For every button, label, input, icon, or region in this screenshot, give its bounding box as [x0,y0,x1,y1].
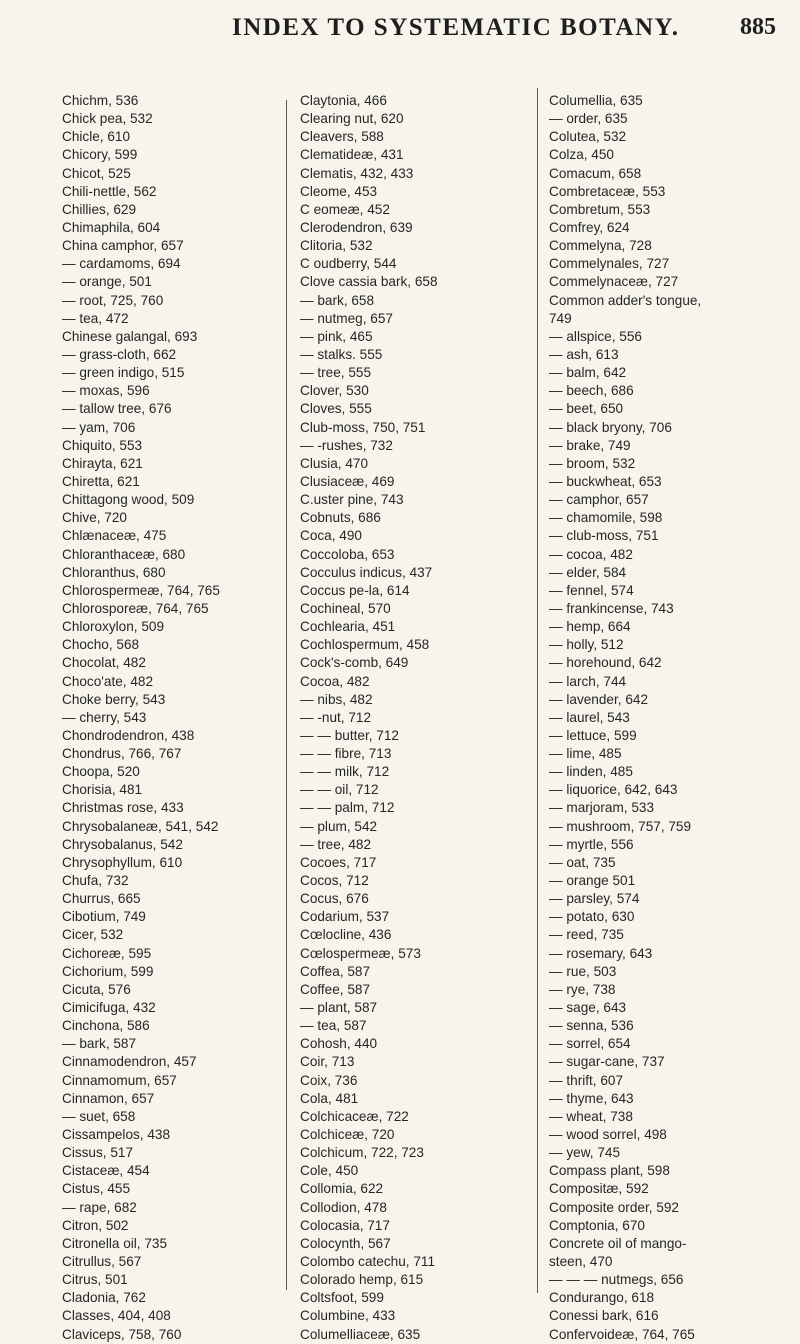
index-entry: Cocoes, 717 [300,854,377,870]
index-entry: Compositæ, 592 [549,1181,649,1197]
index-entry: — parsley, 574 [549,891,640,907]
index-entry: Cinnamodendron, 457 [62,1054,197,1070]
index-entry: Colocasia, 717 [300,1217,390,1233]
index-entry: — black bryony, 706 [549,419,672,435]
index-entry: — — fibre, 713 [300,746,392,762]
index-entry: Columellia, 635 [549,93,643,108]
index-entry: Chufa, 732 [62,873,129,889]
index-entry: — nibs, 482 [300,691,373,707]
index-entry: Choke berry, 543 [62,691,166,707]
index-entry: Cissus, 517 [62,1145,134,1161]
index-entry: Chorisia, 481 [62,782,143,798]
index-entry: Clover, 530 [300,383,369,399]
index-entry: — — butter, 712 [300,727,399,743]
index-entry: — tea, 472 [62,310,129,326]
index-entry: Colchicaceæ, 722 [300,1108,409,1124]
index-entry: Clusia, 470 [300,455,369,471]
index-entry: — buckwheat, 653 [549,473,662,489]
index-entry: — wheat, 738 [549,1108,633,1124]
index-entry: — holly, 512 [549,637,624,653]
index-entry: — — — nutmegs, 656 [549,1272,684,1288]
index-entry: — mushroom, 757, 759 [549,818,692,834]
index-entry: Chicle, 610 [62,129,131,145]
index-entry: Chocolat, 482 [62,655,146,671]
index-entry: Cicer, 532 [62,927,124,943]
index-entry: Cobnuts, 686 [300,510,381,526]
index-entry: Compass plant, 598 [549,1163,670,1179]
index-entry: Claviceps, 758, 760 [62,1326,182,1342]
index-entry: China camphor, 657 [62,238,184,254]
index-entry: — yam, 706 [62,419,136,435]
index-entry: — pink, 465 [300,328,373,344]
index-entry: — plant, 587 [300,1000,378,1016]
index-entry: — root, 725, 760 [62,292,164,308]
index-entry: Coffee, 587 [300,981,371,997]
index-entry: Comfrey, 624 [549,219,630,235]
index-entry: Cochlearia, 451 [300,619,396,635]
index-column-3 [549,92,779,1344]
index-entry: Cinnamon, 657 [62,1090,155,1106]
index-entry: — laurel, 543 [549,709,630,725]
index-entry: Cissampelos, 438 [62,1127,171,1143]
column-divider [537,88,538,1293]
index-entry: — linden, 485 [549,764,633,780]
index-entry: — lettuce, 599 [549,727,637,743]
index-entry: steen, 470 [549,1254,613,1269]
index-entry: — balm, 642 [549,365,627,381]
index-entry: Cimicifuga, 432 [62,1000,156,1016]
index-entry: — cocoa, 482 [549,546,633,562]
index-entry: Columelliaceæ, 635 [300,1326,421,1342]
index-entry: Cibotium, 749 [62,909,146,925]
index-entry: Cole, 450 [300,1163,359,1179]
index-entry: Clematideæ, 431 [300,147,404,163]
index-entry: Coltsfoot, 599 [300,1290,384,1306]
index-entry: — tree, 555 [300,365,372,381]
index-entry: Chondrodendron, 438 [62,727,195,743]
index-entry: — ash, 613 [549,346,619,362]
index-entry: — moxas, 596 [62,383,150,399]
index-entry: — cardamoms, 694 [62,256,181,272]
index-entry: Cinchona, 586 [62,1018,150,1034]
index-entry: Cinnamomum, 657 [62,1072,177,1088]
index-entry: — oat, 735 [549,854,616,870]
index-entry: — lime, 485 [549,746,622,762]
index-entry: Cladonia, 762 [62,1290,146,1306]
index-entry: Cohosh, 440 [300,1036,378,1052]
index-entry: Chrysobalaneæ, 541, 542 [62,818,219,834]
index-entry: Commelynaceæ, 727 [549,274,679,290]
index-entry: Cœlocline, 436 [300,927,392,943]
index-entry: — beet, 650 [549,401,624,417]
index-entry: — liquorice, 642, 643 [549,782,678,798]
index-entry: Clove cassia bark, 658 [300,274,438,290]
index-entry: — green indigo, 515 [62,365,185,381]
index-entry: Coca, 490 [300,528,362,544]
index-entry: Colocynth, 567 [300,1235,391,1251]
index-entry: Choopa, 520 [62,764,140,780]
index-entry: Cochlospermum, 458 [300,637,430,653]
index-entry: Citronella oil, 735 [62,1235,168,1251]
index-entry: — camphor, 657 [549,492,649,508]
index-entry: Confervoideæ, 764, 765 [549,1326,695,1342]
index-entry: — sage, 643 [549,1000,627,1016]
index-column-1 [62,92,282,1344]
index-entry: — marjoram, 533 [549,800,655,816]
index-entry: Columbine, 433 [300,1308,396,1324]
index-entry: — hemp, 664 [549,619,631,635]
index-entry: Chittagong wood, 509 [62,492,195,508]
index-entry: — lavender, 642 [549,691,648,707]
index-column-2 [300,92,525,1344]
page-header [0,14,800,54]
index-entry: Codarium, 537 [300,909,390,925]
index-entry: — thyme, 643 [549,1090,634,1106]
index-entry: — grass-cloth, 662 [62,346,177,362]
index-entry: — rape, 682 [62,1199,137,1215]
index-entry: Chive, 720 [62,510,127,526]
index-entry: — stalks. 555 [300,346,383,362]
index-entry: Cock's-comb, 649 [300,655,409,671]
index-entry: Choco'ate, 482 [62,673,154,689]
index-entry: C.uster pine, 743 [300,492,404,508]
index-entry: Chicot, 525 [62,165,131,181]
index-entry: Cocoa, 482 [300,673,370,689]
index-entry: — senna, 536 [549,1018,634,1034]
index-entry: Chillies, 629 [62,201,137,217]
index-entry: Clematis, 432, 433 [300,165,414,181]
index-entry: Coix, 736 [300,1072,358,1088]
index-entry: — tree, 482 [300,836,372,852]
index-entry: — chamomile, 598 [549,510,663,526]
index-entry: Chloroxylon, 509 [62,619,165,635]
index-entry: Colza, 450 [549,147,614,163]
index-entry: Chlorospermeæ, 764, 765 [62,582,220,598]
index-entry: — order, 635 [549,111,628,127]
index-entry: — rye, 738 [549,981,616,997]
index-entry: Chloranthus, 680 [62,564,166,580]
page-title: INDEX TO SYSTEMATIC BOTANY. [232,14,680,41]
index-entry: Chichm, 536 [62,93,139,108]
index-entry: Chlænaceæ, 475 [62,528,167,544]
index-entry: — wood sorrel, 498 [549,1127,667,1143]
index-entry: — club-moss, 751 [549,528,659,544]
index-entry: — yew, 745 [549,1145,621,1161]
index-entry: — larch, 744 [549,673,627,689]
index-entry: Commelynales, 727 [549,256,670,272]
index-entry: Cichoreæ, 595 [62,945,152,961]
index-entry: Clerodendron, 639 [300,219,413,235]
index-entry: — orange, 501 [62,274,152,290]
index-entry: — suet, 658 [62,1108,136,1124]
index-entry: — cherry, 543 [62,709,147,725]
index-entry: — beech, 686 [549,383,634,399]
index-entry: Chlorosporeæ, 764, 765 [62,600,209,616]
index-entry: — -rushes, 732 [300,437,393,453]
index-entry: — rosemary, 643 [549,945,653,961]
index-entry: Chondrus, 766, 767 [62,746,182,762]
index-entry: Commelyna, 728 [549,238,652,254]
index-entry: Concrete oil of mango- [549,1235,687,1251]
index-entry: Cichorium, 599 [62,963,154,979]
index-entry: Collomia, 622 [300,1181,384,1197]
index-entry: Common adder's tongue, [549,292,702,308]
index-entry: Combretaceæ, 553 [549,183,666,199]
index-entry: Chrysophyllum, 610 [62,854,183,870]
index-entry: Clearing nut, 620 [300,111,404,127]
index-entry: Collodion, 478 [300,1199,387,1215]
index-entry: Chiretta, 621 [62,473,140,489]
index-entry: — tallow tree, 676 [62,401,172,417]
index-entry: Coffea, 587 [300,963,371,979]
index-entry: — thrift, 607 [549,1072,624,1088]
index-entry: Cistus, 455 [62,1181,131,1197]
index-entry: Clusiaceæ, 469 [300,473,395,489]
index-entry: — — milk, 712 [300,764,390,780]
index-entry: — plum, 542 [300,818,378,834]
index-entry: Colutea, 532 [549,129,627,145]
column-divider [286,100,287,1290]
index-entry: Composite order, 592 [549,1199,679,1215]
index-entry: Cocos, 712 [300,873,369,889]
index-entry: Classes, 404, 408 [62,1308,171,1324]
index-entry: — elder, 584 [549,564,627,580]
index-entry: Club-moss, 750, 751 [300,419,426,435]
index-entry: Cistaceæ, 454 [62,1163,150,1179]
index-entry: Comacum, 658 [549,165,642,181]
index-entry: Cocus, 676 [300,891,369,907]
index-entry: — reed, 735 [549,927,624,943]
index-entry: Cochineal, 570 [300,600,391,616]
index-entry: — sorrel, 654 [549,1036,631,1052]
index-entry: — -nut, 712 [300,709,372,725]
index-entry: Cicuta, 576 [62,981,131,997]
index-entry: Christmas rose, 433 [62,800,184,816]
index-entry: Citrus, 501 [62,1272,128,1288]
index-entry: 749 [549,310,572,326]
index-entry: Cocculus indicus, 437 [300,564,433,580]
index-entry: Clitoria, 532 [300,238,373,254]
index-entry: Cœlospermeæ, 573 [300,945,421,961]
index-entry: Chicory, 599 [62,147,138,163]
index-entry: — brake, 749 [549,437,631,453]
index-entry: C eomeæ, 452 [300,201,390,217]
index-entry: — tea, 587 [300,1018,367,1034]
index-entry: — — oil, 712 [300,782,379,798]
index-entry: Colorado hemp, 615 [300,1272,424,1288]
index-entry: Cloves, 555 [300,401,372,417]
index-entry: Combretum, 553 [549,201,651,217]
index-entry: Comptonia, 670 [549,1217,645,1233]
index-entry: — fennel, 574 [549,582,634,598]
index-entry: — horehound, 642 [549,655,662,671]
index-entry: — potato, 630 [549,909,635,925]
index-entry: Coccus pe-la, 614 [300,582,410,598]
index-entry: Cola, 481 [300,1090,359,1106]
index-entry: Citrullus, 567 [62,1254,142,1269]
index-entry: Cleavers, 588 [300,129,384,145]
index-entry: Citron, 502 [62,1217,129,1233]
index-entry: — nutmeg, 657 [300,310,393,326]
index-entry: Conessi bark, 616 [549,1308,659,1324]
index-entry: — bark, 587 [62,1036,137,1052]
index-entry: — broom, 532 [549,455,636,471]
index-entry: Claytonia, 466 [300,93,387,108]
index-entry: Chili-nettle, 562 [62,183,157,199]
index-entry: Colchicum, 722, 723 [300,1145,424,1161]
index-entry: Condurango, 618 [549,1290,655,1306]
index-entry: Coir, 713 [300,1054,355,1070]
index-entry: C oudberry, 544 [300,256,397,272]
index-entry: — bark, 658 [300,292,375,308]
index-entry: — sugar-cane, 737 [549,1054,665,1070]
index-entry: Chirayta, 621 [62,455,143,471]
page-number: 885 [740,14,776,40]
index-entry: — orange 501 [549,873,636,889]
index-entry: Chick pea, 532 [62,111,153,127]
index-entry: Coccoloba, 653 [300,546,395,562]
index-entry: Chocho, 568 [62,637,140,653]
index-entry: Chimaphila, 604 [62,219,161,235]
index-entry: Colombo catechu, 711 [300,1254,436,1269]
index-entry: Cleome, 453 [300,183,378,199]
index-entry: — frankincense, 743 [549,600,674,616]
index-entry: Chloranthaceæ, 680 [62,546,186,562]
index-entry: Chiquito, 553 [62,437,143,453]
index-entry: — myrtle, 556 [549,836,634,852]
index-entry: Chrysobalanus, 542 [62,836,183,852]
index-entry: Colchiceæ, 720 [300,1127,395,1143]
index-entry: Churrus, 665 [62,891,141,907]
index-entry: — allspice, 556 [549,328,642,344]
index-entry: — — palm, 712 [300,800,395,816]
index-entry: — rue, 503 [549,963,617,979]
index-entry: Chinese galangal, 693 [62,328,198,344]
